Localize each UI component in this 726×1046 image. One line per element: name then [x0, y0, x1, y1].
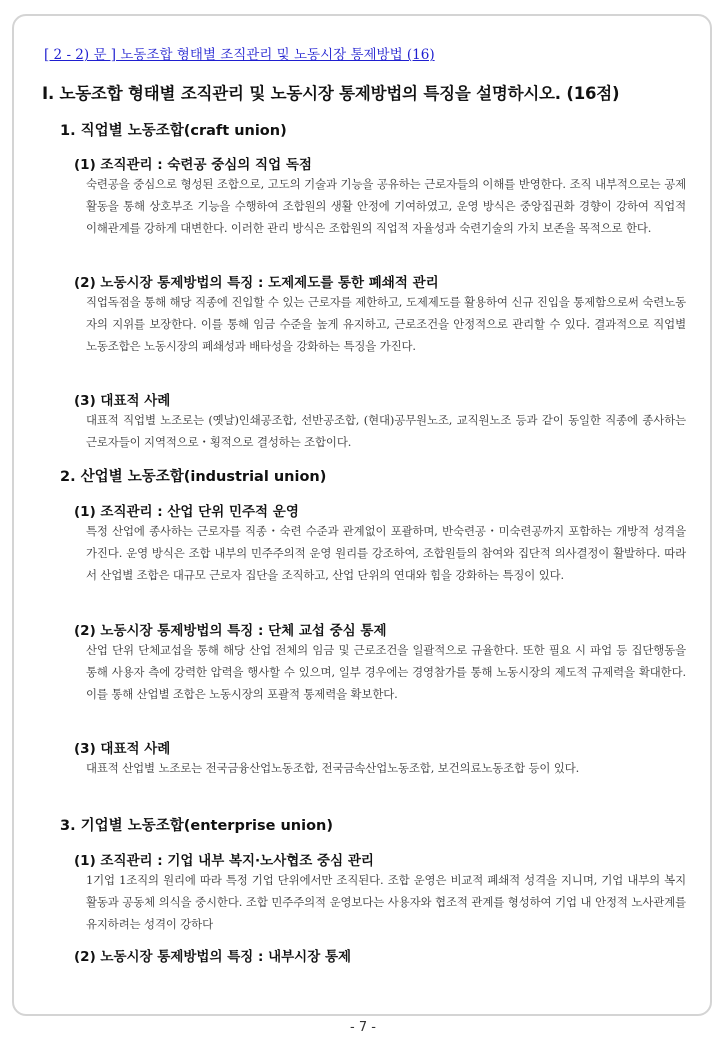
page-number: - 7 - — [350, 1020, 376, 1035]
header-link[interactable]: [ 2 - 2) 문 ] 노동조합 형태별 조직관리 및 노동시장 통제방법 (16) — [44, 47, 435, 63]
paragraph: 1기업 1조직의 원리에 따라 특정 기업 단위에서만 조직된다. 조합 운영은 비교적 폐쇄적 성격을 지니며, 기업 내부의 복지활동과 공동체 의식을 중시한다. 조합 민주주의적 운영보다는 사용자와 협조적 관계를 형성하여 기업 내 안정적 노사관계를 유지하려는 성격이 강하다 — [86, 873, 686, 932]
subsection-heading: (1) 조직관리 : 기업 내부 복지·노사협조 중심 관리 — [74, 853, 374, 869]
paragraph: 산업 단위 단체교섭을 통해 해당 산업 전체의 임금 및 근로조건을 일괄적으로 규율한다. 또한 필요 시 파업 등 집단행동을 통해 사용자 측에 강력한 압력을 행사할 수 있으며, 일부 경우에는 경영참가를 통해 노동시장의 제도적 규제력을 확대한다. 이를 통해 산업별 조합은 노동시장의 포괄적 통제력을 확보한다. — [86, 643, 686, 702]
paragraph: 직업독점을 통해 해당 직종에 진입할 수 있는 근로자를 제한하고, 도제제도를 활용하여 신규 진입을 통제함으로써 숙련노동자의 지위를 보장한다. 이를 통해 임금 수준을 높게 유지하고, 근로조건을 안정적으로 관리할 수 있다. 결과적으로 직업별 노동조합은 노동시장의 폐쇄성과 배타성을 강화하는 특징을 가진다. — [86, 295, 686, 354]
paragraph: 대표적 산업별 노조로는 전국금융산업노동조합, 전국금속산업노동조합, 보건의료노동조합 등이 있다. — [86, 761, 580, 775]
paragraph: 대표적 직업별 노조로는 (옛날)인쇄공조합, 선반공조합, (현대)공무원노조, 교직원노조 등과 같이 동일한 직종에 종사하는 근로자들이 지역적으로・횡적으로 결성하는 조합이다. — [86, 413, 686, 450]
section-heading: 3. 기업별 노동조합(enterprise union) — [60, 818, 333, 834]
subsection-heading: (3) 대표적 사례 — [74, 741, 171, 757]
paragraph: 특정 산업에 종사하는 근로자를 직종・숙련 수준과 관계없이 포괄하며, 반숙련공・미숙련공까지 포함하는 개방적 성격을 가진다. 운영 방식은 조합 내부의 민주주의적 운영 원리를 강조하여, 조합원들의 참여와 집단적 의사결정이 활발하다. 따라서 산업별 조합은 대규모 근로자 집단을 조직하고, 산업 단위의 연대와 힘을 강화하는 특징이 있다. — [86, 524, 686, 583]
section-heading: 2. 산업별 노동조합(industrial union) — [60, 469, 327, 485]
question-title: Ⅰ. 노동조합 형태별 조직관리 및 노동시장 통제방법의 특징을 설명하시오. (16점) — [42, 84, 620, 103]
section-heading: 1. 직업별 노동조합(craft union) — [60, 123, 287, 139]
subsection-heading: (2) 노동시장 통제방법의 특징 : 단체 교섭 중심 통제 — [74, 623, 387, 639]
subsection-heading: (2) 노동시장 통제방법의 특징 : 도제제도를 통한 폐쇄적 관리 — [74, 275, 439, 291]
subsection-heading: (1) 조직관리 : 산업 단위 민주적 운영 — [74, 504, 299, 520]
subsection-heading: (2) 노동시장 통제방법의 특징 : 내부시장 통제 — [74, 949, 352, 965]
subsection-heading: (3) 대표적 사례 — [74, 393, 171, 409]
paragraph: 숙련공을 중심으로 형성된 조합으로, 고도의 기술과 기능을 공유하는 근로자들의 이해를 반영한다. 조직 내부적으로는 공제활동을 통해 상호부조 기능을 수행하여 조합원의 생활 안정에 기여하였고, 운영 방식은 중앙집권화 경향이 강하여 직업적 이해관계를 강하게 대변한다. 이러한 관리 방식은 조합원의 직업적 자율성과 숙련기술의 가치 보존을 목적으로 한다. — [86, 177, 686, 236]
subsection-heading: (1) 조직관리 : 숙련공 중심의 직업 독점 — [74, 157, 312, 173]
